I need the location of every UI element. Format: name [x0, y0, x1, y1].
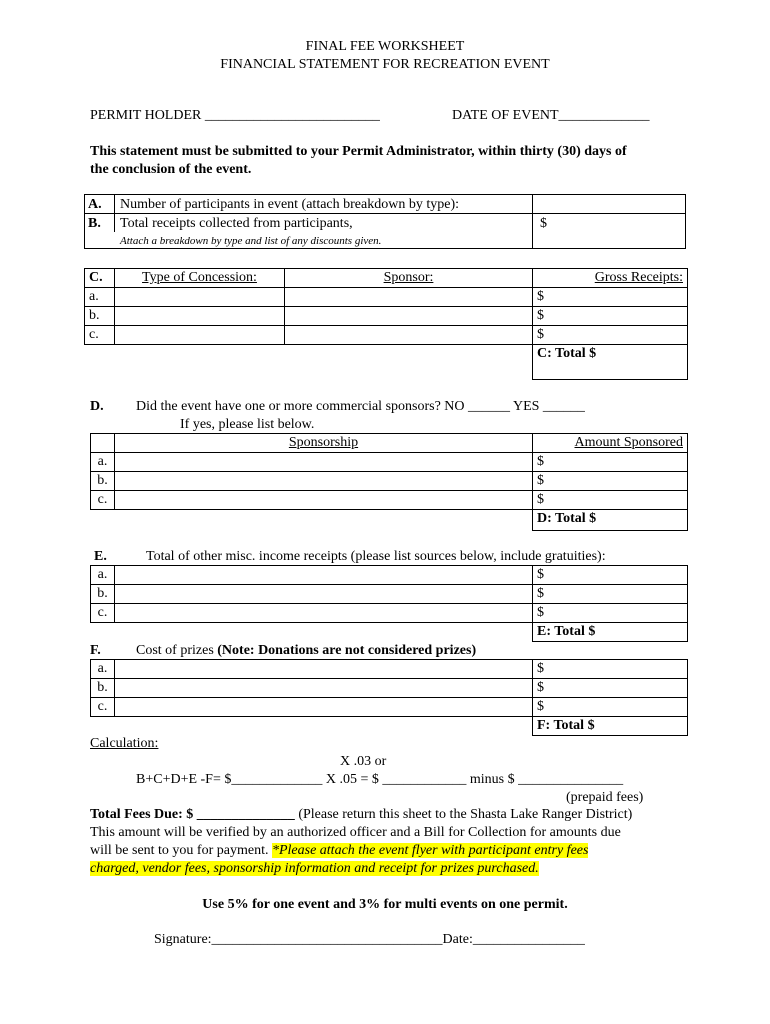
receipt-cell[interactable]: $ [533, 288, 688, 307]
section-b-label: B. [88, 216, 101, 231]
flyer-instruction-2: charged, vendor fees, sponsorship information and receipt for prizes purchased. [90, 861, 539, 876]
flyer-line-2 [90, 860, 539, 878]
table-row [85, 307, 688, 326]
gross-receipts-header: Gross Receipts: [533, 269, 688, 288]
amount-cell[interactable]: $ [533, 472, 688, 491]
d-total[interactable]: D: Total $ [533, 510, 688, 531]
prize-cell[interactable] [115, 698, 533, 717]
breakdown-note: Attach a breakdown by type and list of any discounts given. [120, 235, 382, 247]
prizes-label: Cost of prizes (Note: Donations are not considered prizes) [136, 643, 477, 658]
row-label: b. [91, 472, 115, 491]
row-label: a. [91, 660, 115, 679]
sponsorship-cell[interactable] [115, 491, 533, 510]
row-label: c. [91, 491, 115, 510]
permit-holder-field[interactable]: PERMIT HOLDER _________________________ [90, 108, 380, 123]
source-cell[interactable] [115, 566, 533, 585]
table-row [91, 679, 688, 698]
payment-text: will be sent to you for payment. [90, 843, 272, 858]
row-label: b. [91, 679, 115, 698]
sponsor-cell[interactable] [285, 326, 533, 345]
receipts-label: Total receipts collected from participants, [120, 216, 353, 231]
sponsorship-header: Sponsorship [115, 434, 533, 453]
concession-cell[interactable] [115, 288, 285, 307]
total-fees-label: Total Fees Due: $ ______________ [90, 807, 295, 822]
signature-field[interactable]: Signature:_________________________________Date:________________ [154, 932, 585, 947]
section-a-label: A. [88, 197, 102, 212]
prize-cell[interactable] [115, 660, 533, 679]
amount-sponsored-header: Amount Sponsored [533, 434, 688, 453]
form-subtitle: FINANCIAL STATEMENT FOR RECREATION EVENT [220, 57, 550, 72]
sponsor-header: Sponsor: [285, 269, 533, 288]
amount-cell[interactable]: $ [533, 604, 688, 623]
amount-cell[interactable]: $ [533, 585, 688, 604]
sponsor-cell[interactable] [285, 307, 533, 326]
receipt-cell[interactable]: $ [533, 326, 688, 345]
row-label: b. [91, 585, 115, 604]
e-total[interactable]: E: Total $ [533, 623, 688, 642]
sponsorship-cell[interactable] [115, 453, 533, 472]
if-yes-note: If yes, please list below. [180, 417, 315, 432]
participants-label: Number of participants in event (attach breakdown by type): [120, 197, 459, 212]
calculation-label: Calculation: [90, 736, 159, 751]
row-label: a. [91, 453, 115, 472]
table-row [91, 566, 688, 585]
row-label: b. [85, 307, 115, 326]
sponsor-cell[interactable] [285, 288, 533, 307]
amount-cell[interactable]: $ [533, 566, 688, 585]
row-label: c. [91, 604, 115, 623]
row-label: c. [91, 698, 115, 717]
amount-cell[interactable]: $ [533, 453, 688, 472]
concession-cell[interactable] [115, 307, 285, 326]
rate-rule-note: Use 5% for one event and 3% for multi events on one permit. [202, 897, 568, 912]
table-row [91, 491, 688, 510]
notice-line-1: This statement must be submitted to your Permit Administrator, within thirty (30) days of [90, 144, 627, 159]
amount-cell[interactable]: $ [533, 491, 688, 510]
calculation-formula[interactable]: B+C+D+E -F= $_____________ X .05 = $ ____________ minus $ _______________ [136, 772, 624, 787]
table-row [91, 660, 688, 679]
table-row [91, 453, 688, 472]
prizes-table [90, 659, 688, 736]
payment-line [90, 842, 588, 860]
total-fees-line[interactable] [90, 806, 632, 824]
table-row [85, 326, 688, 345]
table-row [85, 288, 688, 307]
prizes-note: (Note: Donations are not considered prizes) [217, 643, 477, 658]
source-cell[interactable] [115, 585, 533, 604]
sponsorship-cell[interactable] [115, 472, 533, 491]
prize-cell[interactable] [115, 679, 533, 698]
row-label: a. [85, 288, 115, 307]
amount-cell[interactable]: $ [533, 660, 688, 679]
form-title: FINAL FEE WORKSHEET [305, 39, 465, 54]
event-date-field[interactable]: DATE OF EVENT_____________ [452, 108, 650, 123]
amount-cell[interactable]: $ [533, 679, 688, 698]
table-row [91, 604, 688, 623]
type-of-concession-header: Type of Concession: [115, 269, 285, 288]
section-f-label: F. [90, 643, 101, 658]
receipt-cell[interactable]: $ [533, 307, 688, 326]
sponsorship-table [90, 433, 688, 531]
row-label: a. [91, 566, 115, 585]
section-d-label: D. [90, 399, 104, 414]
rate-line: X .03 or [340, 754, 387, 769]
row-label: c. [85, 326, 115, 345]
c-total[interactable]: C: Total $ [533, 345, 688, 380]
section-e-label: E. [94, 549, 107, 564]
concession-table [84, 268, 688, 380]
flyer-instruction-1: *Please attach the event flyer with participant entry fees [271, 843, 589, 858]
sponsor-question[interactable]: Did the event have one or more commercial sponsors? NO ______ YES ______ [136, 399, 585, 414]
table-row [91, 472, 688, 491]
concession-cell[interactable] [115, 326, 285, 345]
amount-cell[interactable]: $ [533, 698, 688, 717]
prepaid-fees-label: (prepaid fees) [566, 790, 644, 805]
section-c-label: C. [85, 269, 115, 288]
table-row [91, 585, 688, 604]
receipts-dollar[interactable]: $ [540, 216, 547, 231]
verification-text: This amount will be verified by an authorized officer and a Bill for Collection for amounts due [90, 825, 621, 840]
misc-income-label: Total of other misc. income receipts (please list sources below, include gratuities): [146, 549, 606, 564]
notice-line-2: the conclusion of the event. [90, 162, 252, 177]
f-total[interactable]: F: Total $ [533, 717, 688, 736]
misc-income-table [90, 565, 688, 642]
return-instruction: (Please return this sheet to the Shasta Lake Ranger District) [294, 807, 633, 822]
source-cell[interactable] [115, 604, 533, 623]
table-row [91, 698, 688, 717]
